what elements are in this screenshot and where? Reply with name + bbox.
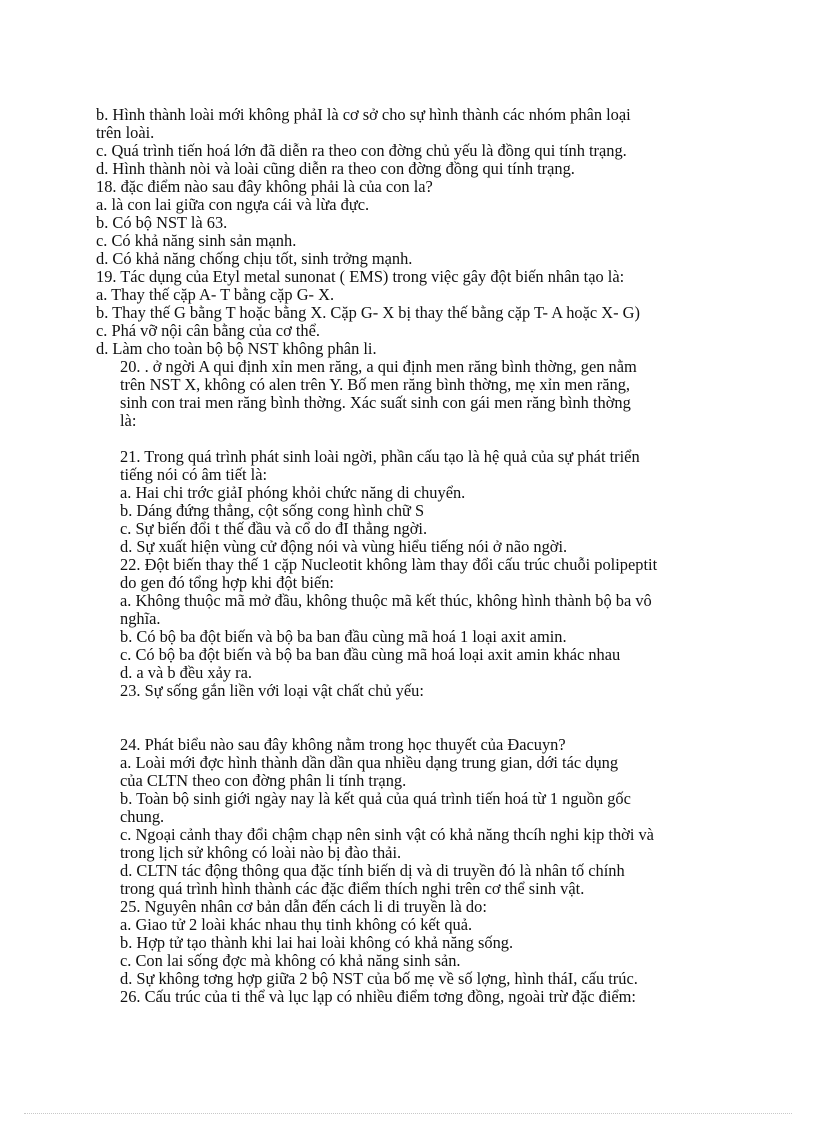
text-line: trên NST X, không có alen trên Y. Bố men răng bình thờng, mẹ xỉn men răng,: [120, 375, 631, 394]
text-line: a. Hai chi trớc giảI phóng khỏi chức năng di chuyển.: [120, 483, 466, 502]
text-line: trong quá trình hình thành các đặc điểm thích nghi trên cơ thể sinh vật.: [120, 879, 585, 898]
text-line: trên loài.: [96, 123, 155, 142]
text-line: của CLTN theo con đờng phân li tính trạng.: [120, 771, 407, 790]
text-line: c. Ngoại cảnh thay đổi chậm chạp nên sinh vật có khả năng thcíh nghi kịp thời và: [120, 825, 654, 844]
text-line: trong lịch sử không có loài nào bị đào thải.: [120, 843, 402, 862]
q23-options-row: [96, 718, 736, 736]
q20-options-row: [96, 430, 736, 448]
text-line: b. Có bộ ba đột biến và bộ ba ban đầu cùng mã hoá 1 loại axit amin.: [120, 627, 567, 646]
q23-options-row: [96, 700, 736, 718]
question-25: 25. Nguyên nhân cơ bản dẫn đến cách li di truyền là do:: [120, 897, 487, 916]
text-line: b. Thay thế G bằng T hoặc bằng X. Cặp G- X bị thay thế bằng cặp T- A hoặc X- G): [96, 303, 640, 322]
question-21: 21. Trong quá trình phát sinh loài ngời, phần cấu tạo là hệ quả của sự phát triển: [120, 447, 640, 466]
text-line: d. Có khả năng chống chịu tốt, sinh trởng mạnh.: [96, 249, 413, 268]
text-line: c. Quá trình tiến hoá lớn đã diễn ra theo con đờng chủ yếu là đồng qui tính trạng.: [96, 141, 627, 160]
text-line: b. Hình thành loài mới không phảI là cơ sở cho sự hình thành các nhóm phân loại: [96, 105, 631, 124]
text-line: b. Có bộ NST là 63.: [96, 213, 228, 232]
text-line: là:: [120, 411, 137, 430]
question-22: 22. Đột biến thay thế 1 cặp Nucleotit không làm thay đổi cấu trúc chuỗi polipeptit: [120, 555, 658, 574]
text-line: do gen đó tổng hợp khi đột biến:: [120, 573, 334, 592]
text-line: d. CLTN tác động thông qua đặc tính biến dị và di truyền đó là nhân tố chính: [120, 861, 625, 880]
text-line: sinh con trai men răng bình thờng. Xác suất sinh con gái men răng bình thờng: [120, 393, 631, 412]
text-line: a. Không thuộc mã mở đầu, không thuộc mã kết thúc, không hình thành bộ ba vô: [120, 591, 652, 610]
text-line: d. Làm cho toàn bộ bộ NST không phân li.: [96, 339, 377, 358]
question-23: 23. Sự sống gắn liền với loại vật chất chủ yếu:: [120, 681, 424, 700]
text-line: a. là con lai giữa con ngựa cái và lừa đực.: [96, 195, 370, 214]
text-line: d. Sự không tơng hợp giữa 2 bộ NST của bố mẹ về số lợng, hình tháI, cấu trúc.: [120, 969, 638, 988]
text-line: c. Có khả năng sinh sản mạnh.: [96, 231, 297, 250]
text-line: a. Thay thế cặp A- T bằng cặp G- X.: [96, 285, 335, 304]
text-line: nghĩa.: [120, 609, 161, 628]
text-line: a. Loài mới đợc hình thành dần dần qua nhiều dạng trung gian, dới tác dụng: [120, 753, 619, 772]
text-line: c. Phá vỡ nội cân bằng của cơ thể.: [96, 321, 320, 340]
text-line: b. Dáng đứng thẳng, cột sống cong hình chữ S: [120, 501, 425, 520]
text-line: b. Toàn bộ sinh giới ngày nay là kết quả của quá trình tiến hoá từ 1 nguồn gốc: [120, 789, 631, 808]
text-line: c. Sự biến đổi t thế đầu và cổ do đI thẳng ngời.: [120, 519, 428, 538]
question-19: 19. Tác dụng của Etyl metal sunonat ( EMS) trong việc gây đột biến nhân tạo là:: [96, 267, 625, 286]
page-bottom-divider: [24, 1113, 792, 1114]
text-line: c. Con lai sống đợc mà không có khả năng sinh sản.: [120, 951, 461, 970]
question-20: 20. . ở ngời A qui định xỉn men răng, a qui định men răng bình thờng, gen nằm: [120, 357, 637, 376]
text-line: tiếng nói có âm tiết là:: [120, 465, 268, 484]
text-line: b. Hợp tử tạo thành khi lai hai loài không có khả năng sống.: [120, 933, 514, 952]
text-line: a. Giao tử 2 loài khác nhau thụ tinh không có kết quả.: [120, 915, 473, 934]
text-line: d. a và b đều xảy ra.: [120, 663, 252, 682]
text-line: chung.: [120, 807, 165, 826]
text-line: d. Hình thành nòi và loài cũng diễn ra theo con đờng đồng qui tính trạng.: [96, 159, 575, 178]
text-line: c. Có bộ ba đột biến và bộ ba ban đầu cùng mã hoá loại axit amin khác nhau: [120, 645, 621, 664]
text-line: d. Sự xuất hiện vùng cử động nói và vùng hiểu tiếng nói ở não ngời.: [120, 537, 568, 556]
question-18: 18. đặc điểm nào sau đây không phải là của con la?: [96, 177, 433, 196]
question-26: 26. Cấu trúc của ti thể và lục lạp có nhiều điểm tơng đồng, ngoài trừ đặc điểm:: [120, 987, 636, 1006]
text-body: [96, 106, 736, 1006]
question-24: 24. Phát biểu nào sau đây không nằm trong học thuyết của Đacuyn?: [120, 735, 566, 754]
